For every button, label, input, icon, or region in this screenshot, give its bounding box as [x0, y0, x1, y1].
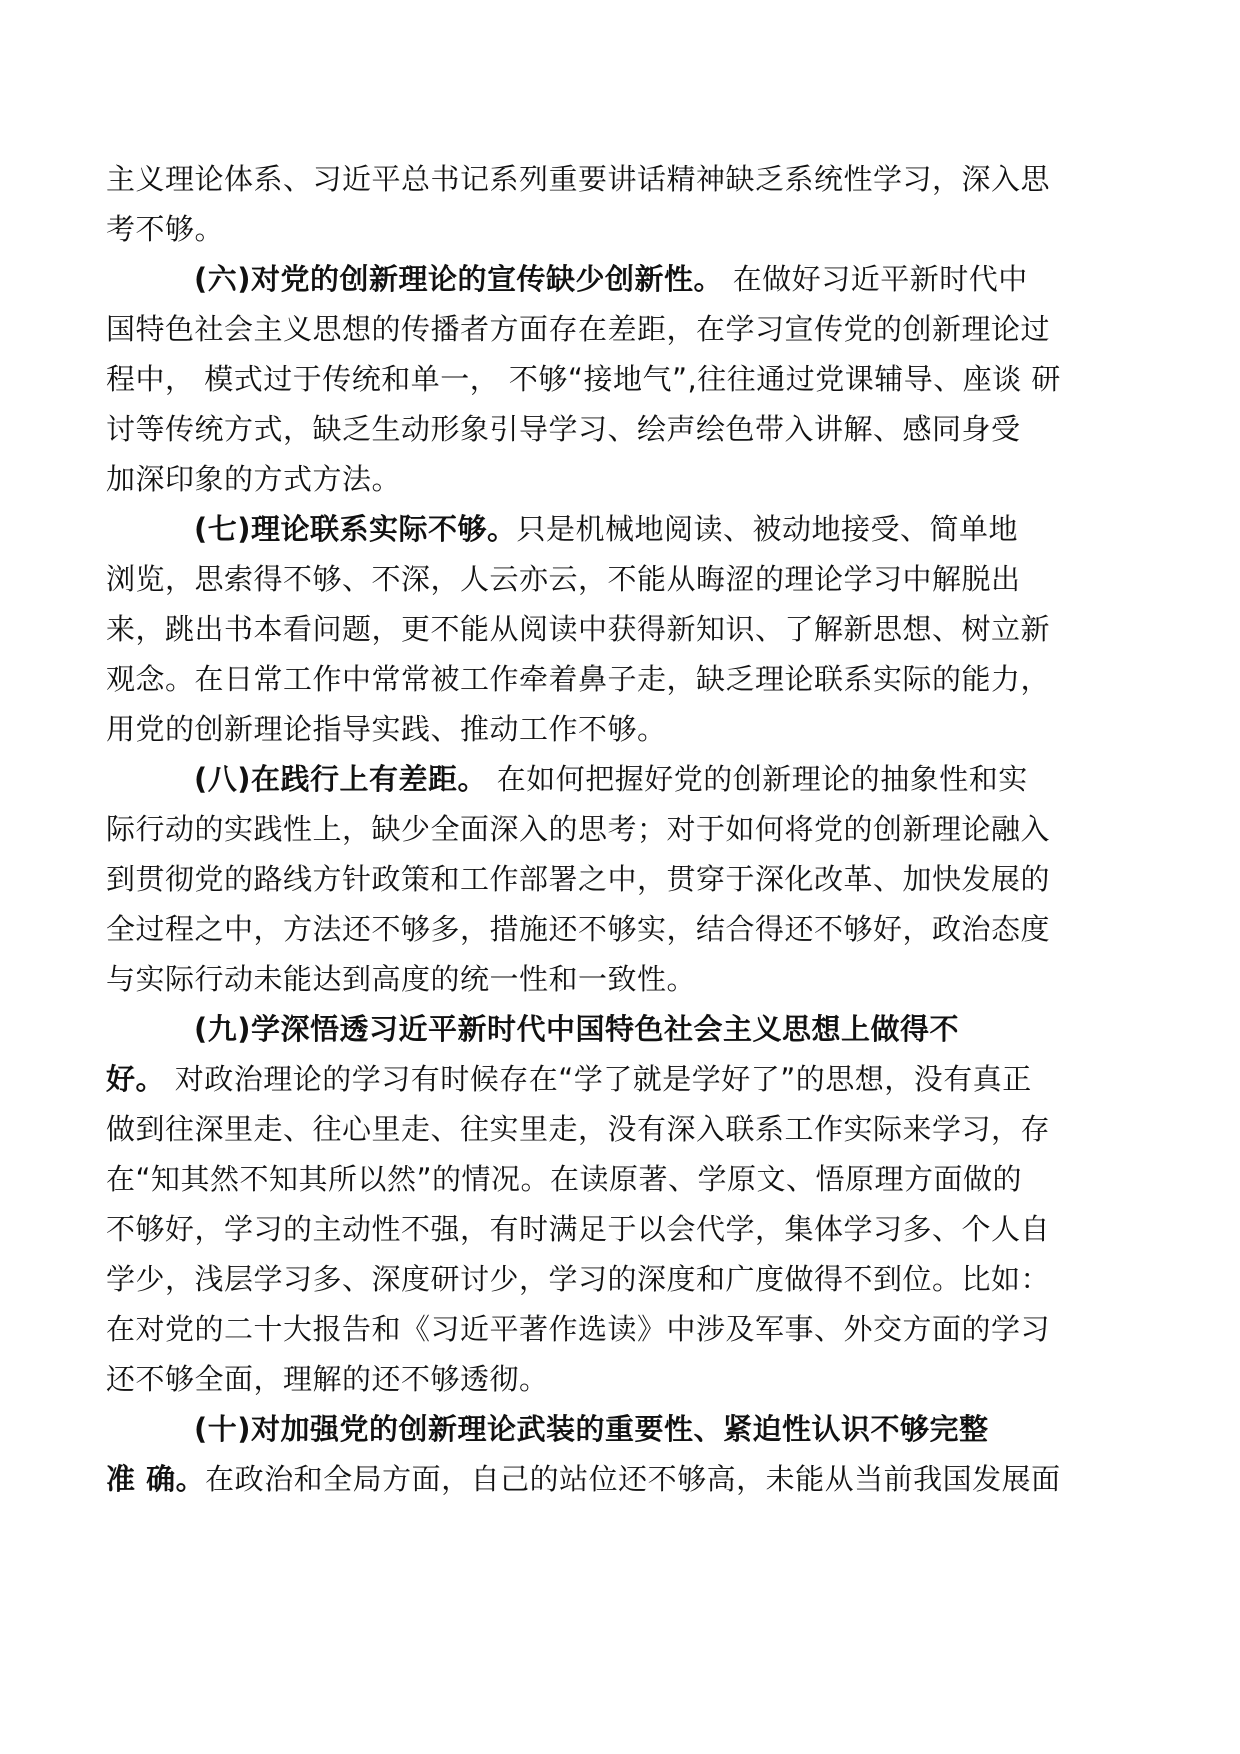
section-text: 在如何把握好党的创新理论的抽象性和实	[487, 762, 1028, 796]
text-line: 全过程之中，方法还不够多，措施还不够实，结合得还不够好，政治态度	[106, 912, 1051, 946]
text-line: 浏览，思索得不够、不深，人云亦云，不能从晦涩的理论学习中解脱出	[106, 562, 1021, 596]
section-heading: (十)对加强党的创新理论武装的重要性、紧迫性认识不够完整	[194, 1412, 989, 1446]
text-line: 加深印象的方式方法。	[106, 462, 402, 496]
section-heading: (六)对党的创新理论的宣传缺少创新性。	[194, 262, 724, 296]
section-text: 在做好习近平新时代中	[723, 262, 1028, 296]
text-line: 用党的创新理论指导实践、推动工作不够。	[106, 712, 667, 746]
text-line: 讨等传统方式，缺乏生动形象引导学习、绘声绘色带入讲解、感同身受	[106, 412, 1021, 446]
section-text: 对政治理论的学习有时候存在“学了就是学好了”的思想，没有真正	[165, 1062, 1032, 1096]
text-line: 主义理论体系、习近平总书记系列重要讲话精神缺乏系统性学习，深入思	[106, 162, 1051, 196]
section-heading-cont: 好。	[106, 1062, 166, 1096]
section-heading-line	[106, 1454, 1136, 1504]
text-line: 际行动的实践性上，缺少全面深入的思考；对于如何将党的创新理论融入	[106, 812, 1051, 846]
section-text: 只是机械地阅读、被动地接受、简单地	[516, 512, 1019, 546]
section-heading-line	[106, 504, 1136, 554]
section-heading-line	[106, 254, 1136, 304]
section-heading: (八)在践行上有差距。	[194, 762, 488, 796]
text-line: 在“知其然不知其所以然”的情况。在读原著、学原文、悟原理方面做的	[106, 1162, 1023, 1196]
section-heading-line	[106, 1054, 1136, 1104]
text-line: 还不够全面，理解的还不够透彻。	[106, 1362, 549, 1396]
text-line: 与实际行动未能达到高度的统一性和一致性。	[106, 962, 697, 996]
document-body	[106, 154, 1136, 1504]
text-line: 在对党的二十大报告和《习近平著作选读》中涉及军事、外交方面的学习	[106, 1312, 1051, 1346]
text-line: 做到往深里走、往心里走、往实里走，没有深入联系工作实际来学习，存	[106, 1112, 1051, 1146]
text-line: 来，跳出书本看问题，更不能从阅读中获得新知识、了解新思想、树立新	[106, 612, 1051, 646]
text-line: 国特色社会主义思想的传播者方面存在差距，在学习宣传党的创新理论过	[106, 312, 1051, 346]
section-heading-cont: 准 确。	[106, 1462, 206, 1496]
section-heading: (七)理论联系实际不够。	[194, 512, 517, 546]
text-line: 观念。在日常工作中常常被工作牵着鼻子走，缺乏理论联系实际的能力，	[106, 662, 1051, 696]
text-line: 程中， 模式过于传统和单一， 不够“接地气”,往往通过党课辅导、座谈 研	[106, 362, 1061, 396]
text-line: 不够好，学习的主动性不强，有时满足于以会代学，集体学习多、个人自	[106, 1212, 1051, 1246]
section-heading-line	[106, 754, 1136, 804]
text-line: 考不够。	[106, 212, 225, 246]
section-heading: (九)学深悟透习近平新时代中国特色社会主义思想上做得不	[194, 1012, 960, 1046]
section-text: 在政治和全局方面，自己的站位还不够高，未能从当前我国发展面	[205, 1462, 1061, 1496]
text-line: 到贯彻党的路线方针政策和工作部署之中，贯穿于深化改革、加快发展的	[106, 862, 1051, 896]
text-line: 学少，浅层学习多、深度研讨少，学习的深度和广度做得不到位。比如：	[106, 1262, 1051, 1296]
